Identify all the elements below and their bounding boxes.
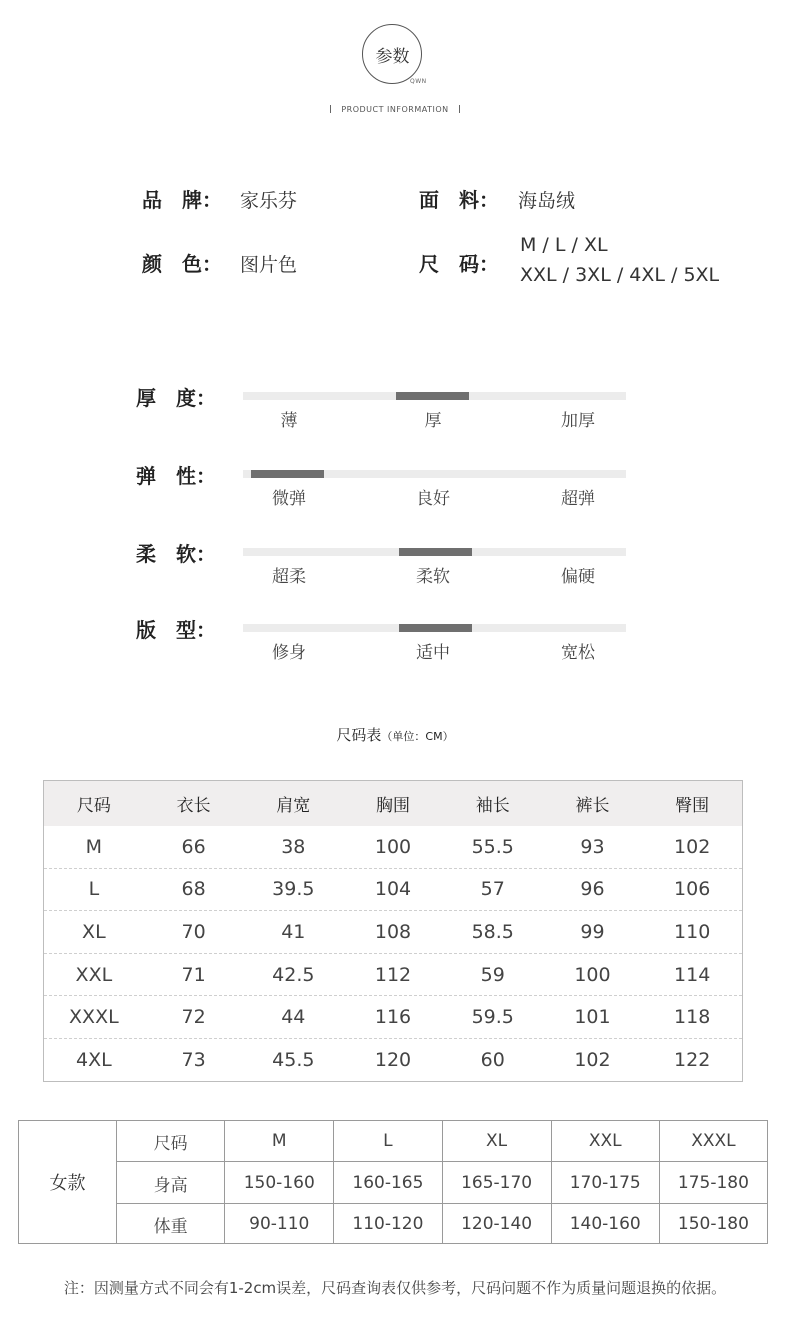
- table-cell: 116: [374, 1006, 412, 1029]
- table-cell: 4XL: [76, 1048, 112, 1071]
- table-cell: 104: [374, 878, 412, 901]
- divider: [330, 105, 331, 113]
- header-title: 参数: [375, 47, 410, 67]
- table-cell: 66: [181, 835, 206, 858]
- attribute-option: 宽松: [561, 643, 595, 663]
- size-label: 尺 码：: [419, 252, 499, 276]
- size-table-header-cell: 衣长: [176, 796, 211, 816]
- table-cell: 140-160: [552, 1204, 660, 1244]
- table-cell: XXXL: [691, 1131, 736, 1151]
- attribute-level-fill: [399, 624, 472, 632]
- table-row: [44, 1038, 742, 1081]
- table-cell: M: [85, 835, 103, 858]
- table-cell: 38: [281, 835, 306, 858]
- table-cell: 175-180: [677, 1173, 749, 1193]
- header-sub: QWN: [410, 78, 427, 85]
- table-cell: 身高: [117, 1162, 225, 1204]
- table-cell: 70: [181, 920, 206, 943]
- attribute-option: 厚: [424, 411, 442, 431]
- attribute-label: 版 型：: [136, 618, 216, 642]
- table-cell: 112: [374, 963, 412, 986]
- table-cell: 114: [674, 963, 711, 986]
- table-cell: 170-175: [552, 1162, 660, 1204]
- table-cell: 44: [281, 1006, 306, 1029]
- table-row: [117, 1121, 767, 1161]
- attribute-option: 良好: [416, 489, 450, 509]
- attribute-option: 微弹: [272, 489, 306, 509]
- table-cell: 120: [374, 1048, 412, 1071]
- table-cell: XXL: [552, 1121, 660, 1161]
- table-cell: 68: [181, 878, 206, 901]
- attribute-option: 超弹: [561, 489, 595, 509]
- table-cell: XXL: [75, 963, 113, 986]
- table-cell: L: [88, 878, 100, 901]
- attribute-track: [243, 624, 626, 632]
- table-cell: 106: [674, 878, 711, 901]
- fabric-value: 海岛绒: [518, 190, 576, 212]
- attribute-level-fill: [251, 470, 324, 478]
- table-cell: 110-120: [334, 1204, 442, 1244]
- size-value-line2: XXL / 3XL / 4XL / 5XL: [520, 264, 720, 286]
- table-cell: 122: [674, 1048, 711, 1071]
- brand-value: 家乐芬: [240, 190, 298, 212]
- table-cell: 101: [574, 1006, 611, 1029]
- attribute-level-fill: [399, 548, 472, 556]
- attribute-option: 柔软: [416, 567, 450, 587]
- attribute-track: [243, 392, 626, 400]
- table-cell: 73: [181, 1048, 206, 1071]
- table-cell: 体重: [117, 1204, 225, 1244]
- table-row: [117, 1203, 767, 1244]
- table-row: [117, 1161, 767, 1204]
- table-row: [44, 910, 742, 953]
- attribute-option: 加厚: [561, 411, 595, 431]
- table-row: [44, 826, 742, 868]
- table-row: [44, 995, 742, 1038]
- size-table-title-text: 尺码表: [336, 726, 382, 744]
- footnote: 注：因测量方式不同会有1-2cm误差，尺码查询表仅供参考，尺码问题不作为质量问题退换的依据。: [63, 1279, 727, 1297]
- divider: [459, 105, 460, 113]
- table-row: [44, 868, 742, 911]
- table-cell: 58.5: [471, 920, 514, 943]
- table-cell: 160-165: [334, 1162, 442, 1204]
- attribute-option: 薄: [280, 411, 298, 431]
- attribute-track: [243, 548, 626, 556]
- attribute-label: 厚 度：: [136, 386, 216, 410]
- attribute-option: 修身: [272, 643, 306, 663]
- table-cell: 93: [580, 835, 605, 858]
- tagline: PRODUCT INFORMATION: [341, 105, 449, 114]
- table-cell: 102: [574, 1048, 611, 1071]
- table-cell: 59.5: [471, 1006, 514, 1029]
- table-cell: 100: [374, 835, 412, 858]
- size-table-unit: （单位：CM）: [381, 730, 454, 743]
- table-cell: 90-110: [225, 1204, 334, 1244]
- product-information-line: [290, 105, 500, 114]
- table-cell: M: [225, 1121, 334, 1161]
- attribute-option: 适中: [416, 643, 450, 663]
- table-cell: 71: [181, 963, 206, 986]
- size-table-header-cell: 胸围: [376, 796, 411, 816]
- size-table-title: [0, 724, 790, 745]
- attribute-option: 偏硬: [561, 567, 595, 587]
- table-cell: 39.5: [272, 878, 315, 901]
- table-cell: 165-170: [443, 1162, 552, 1204]
- table-cell: 108: [374, 920, 412, 943]
- size-table-header-cell: 袖长: [475, 796, 510, 816]
- size-table: [43, 780, 743, 1082]
- women-size-table: [18, 1120, 768, 1244]
- attribute-level-fill: [396, 392, 469, 400]
- table-cell: L: [334, 1121, 442, 1161]
- size-table-header: [44, 781, 742, 826]
- table-cell: XL: [82, 920, 106, 943]
- color-label: 颜 色：: [142, 252, 222, 276]
- table-cell: 99: [580, 920, 605, 943]
- size-table-header-cell: 裤长: [575, 796, 610, 816]
- table-cell: 60: [480, 1048, 505, 1071]
- table-cell: 41: [281, 920, 306, 943]
- table-cell: 102: [674, 835, 711, 858]
- table-cell: XL: [443, 1121, 552, 1161]
- fabric-label: 面 料：: [419, 188, 499, 212]
- size-table-header-cell: 尺码: [76, 796, 111, 816]
- table-cell: 55.5: [471, 835, 514, 858]
- color-value: 图片色: [240, 254, 298, 276]
- size-table-header-cell: 肩宽: [276, 796, 311, 816]
- table-cell: 59: [480, 963, 505, 986]
- table-cell: 45.5: [272, 1048, 315, 1071]
- attribute-option: 超柔: [272, 567, 306, 587]
- table-cell: 100: [574, 963, 611, 986]
- table-cell: 尺码: [117, 1121, 225, 1161]
- women-group-label: 女款: [19, 1121, 117, 1243]
- table-cell: 96: [580, 878, 605, 901]
- brand-label: 品 牌：: [142, 188, 222, 212]
- attribute-label: 弹 性：: [136, 464, 216, 488]
- attribute-label: 柔 软：: [136, 542, 216, 566]
- table-row: [44, 953, 742, 996]
- table-cell: 110: [674, 920, 711, 943]
- table-cell: 118: [674, 1006, 711, 1029]
- table-cell: 57: [480, 878, 505, 901]
- size-value-line1: M / L / XL: [520, 234, 608, 256]
- table-cell: XXXL: [69, 1006, 119, 1029]
- table-cell: 120-140: [443, 1204, 552, 1244]
- table-cell: 150-180: [677, 1214, 749, 1234]
- table-cell: 72: [181, 1006, 206, 1029]
- size-table-header-cell: 臀围: [675, 796, 710, 816]
- attribute-track: [243, 470, 626, 478]
- table-cell: 42.5: [272, 963, 315, 986]
- table-cell: 150-160: [225, 1162, 334, 1204]
